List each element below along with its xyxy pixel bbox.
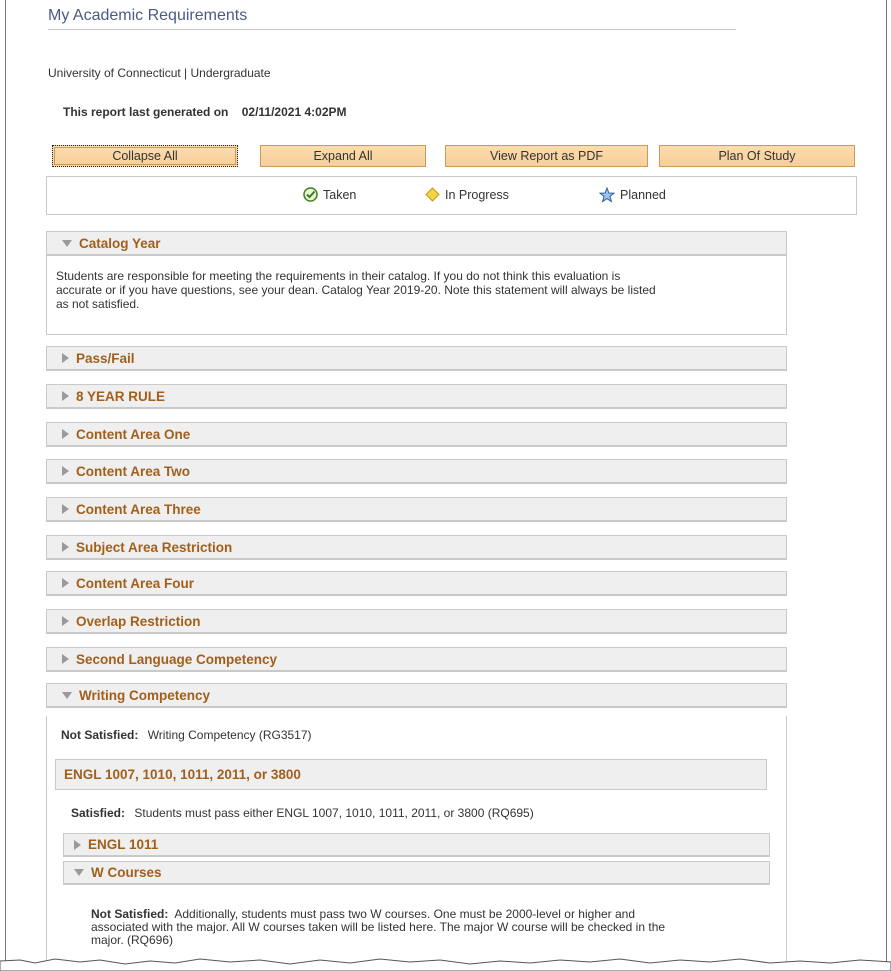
status-text: Additionally, students must pass two W courses. One must be 2000-level or higher and associated with the major. All W courses taken will be listed here. The major W course will be checked in the major. (RQ696) [91, 907, 666, 947]
expand-triangle-icon [62, 504, 69, 514]
section-header-catalog-year[interactable] [46, 231, 787, 256]
torn-edge [0, 957, 891, 971]
view-pdf-button[interactable]: View Report as PDF [445, 145, 648, 167]
catalog-year-body [46, 256, 787, 335]
expand-triangle-icon [62, 654, 69, 664]
expand-triangle-icon [62, 391, 69, 401]
frame-border-right [886, 0, 887, 971]
collapse-all-button[interactable]: Collapse All [52, 145, 238, 167]
section-writing-competency [46, 683, 787, 708]
section-header-content-area-three[interactable] [46, 497, 787, 522]
section-label: Overlap Restriction [76, 613, 201, 629]
expand-triangle-icon [62, 578, 69, 588]
section-header-content-area-one[interactable] [46, 422, 787, 447]
section-label: Catalog Year [79, 235, 161, 251]
legend-planned [599, 187, 666, 203]
status-label: Not Satisfied: [61, 728, 139, 742]
section-label: Content Area Three [76, 501, 201, 517]
plan-of-study-button[interactable]: Plan Of Study [659, 145, 855, 167]
expand-triangle-icon [62, 353, 69, 363]
legend-in-progress-label: In Progress [445, 187, 509, 202]
legend-in-progress [425, 187, 509, 202]
expand-all-button[interactable]: Expand All [260, 145, 426, 167]
section-header-writing-competency[interactable] [46, 683, 787, 708]
status-text: Writing Competency (RG3517) [147, 728, 312, 742]
section-catalog-year [46, 231, 787, 335]
section-header-8-year-rule[interactable] [46, 384, 787, 409]
section-label: Content Area Four [76, 575, 194, 591]
requirement-header [55, 759, 767, 790]
institution-label: University of Connecticut | Undergraduate [48, 66, 271, 80]
section-label: Second Language Competency [76, 651, 278, 667]
in-progress-diamond-icon [425, 187, 440, 202]
status-text: Students must pass either ENGL 1007, 1010, 1011, 2011, or 3800 (RQ695) [134, 806, 534, 820]
section-8-year-rule [46, 384, 787, 409]
requirement-status [71, 806, 534, 820]
section-second-language [46, 647, 787, 672]
expand-triangle-icon [62, 616, 69, 626]
requirement-title: ENGL 1007, 1010, 1011, 2011, or 3800 [64, 767, 301, 782]
status-label: Not Satisfied: [91, 907, 169, 921]
title-divider [48, 29, 736, 30]
catalog-year-text: Students are responsible for meeting the requirements in their catalog. If you do not think this evaluation is accurate or if you have questions, see your dean. Catalog Year 2019-20. Note this statement will always be listed as not satisfied. [56, 269, 656, 311]
planned-star-icon [599, 187, 615, 203]
frame-border-left [5, 0, 6, 971]
section-header-content-area-four[interactable] [46, 571, 787, 596]
generated-label: This report last generated on [63, 105, 229, 119]
section-content-area-two [46, 459, 787, 484]
section-pass-fail [46, 346, 787, 371]
collapse-triangle-icon [62, 692, 72, 699]
section-content-area-three [46, 497, 787, 522]
section-label: Writing Competency [79, 687, 211, 703]
generated-time: 4:02PM [304, 105, 347, 119]
section-content-area-four [46, 571, 787, 596]
w-courses-status [91, 908, 671, 947]
expand-triangle-icon [62, 466, 69, 476]
collapse-triangle-icon [74, 869, 84, 876]
section-label: Pass/Fail [76, 350, 135, 366]
subsection-engl-1011[interactable] [63, 833, 770, 857]
collapse-triangle-icon [62, 240, 72, 247]
legend-taken [303, 187, 356, 202]
generated-date: 02/11/2021 [241, 105, 302, 119]
legend-taken-label: Taken [323, 187, 357, 202]
section-label: Content Area Two [76, 463, 190, 479]
section-label: 8 YEAR RULE [76, 388, 166, 404]
subsection-label: W Courses [91, 865, 162, 880]
section-header-pass-fail[interactable] [46, 346, 787, 371]
writing-status [61, 728, 312, 742]
section-overlap-restriction [46, 609, 787, 634]
expand-triangle-icon [74, 840, 81, 850]
section-header-subject-area-restriction[interactable] [46, 535, 787, 560]
status-label: Satisfied: [71, 806, 126, 820]
section-label: Subject Area Restriction [76, 539, 233, 555]
section-label: Content Area One [76, 426, 191, 442]
section-subject-area-restriction [46, 535, 787, 560]
subsection-w-courses[interactable] [63, 861, 770, 885]
report-generated-line [63, 105, 347, 119]
section-header-second-language[interactable] [46, 647, 787, 672]
taken-check-icon [303, 187, 318, 202]
section-header-overlap-restriction[interactable] [46, 609, 787, 634]
status-legend [46, 176, 857, 215]
section-header-content-area-two[interactable] [46, 459, 787, 484]
expand-triangle-icon [62, 429, 69, 439]
page-title: My Academic Requirements [48, 7, 248, 24]
legend-planned-label: Planned [620, 188, 666, 202]
expand-triangle-icon [62, 542, 69, 552]
section-content-area-one [46, 422, 787, 447]
subsection-label: ENGL 1011 [88, 837, 159, 852]
